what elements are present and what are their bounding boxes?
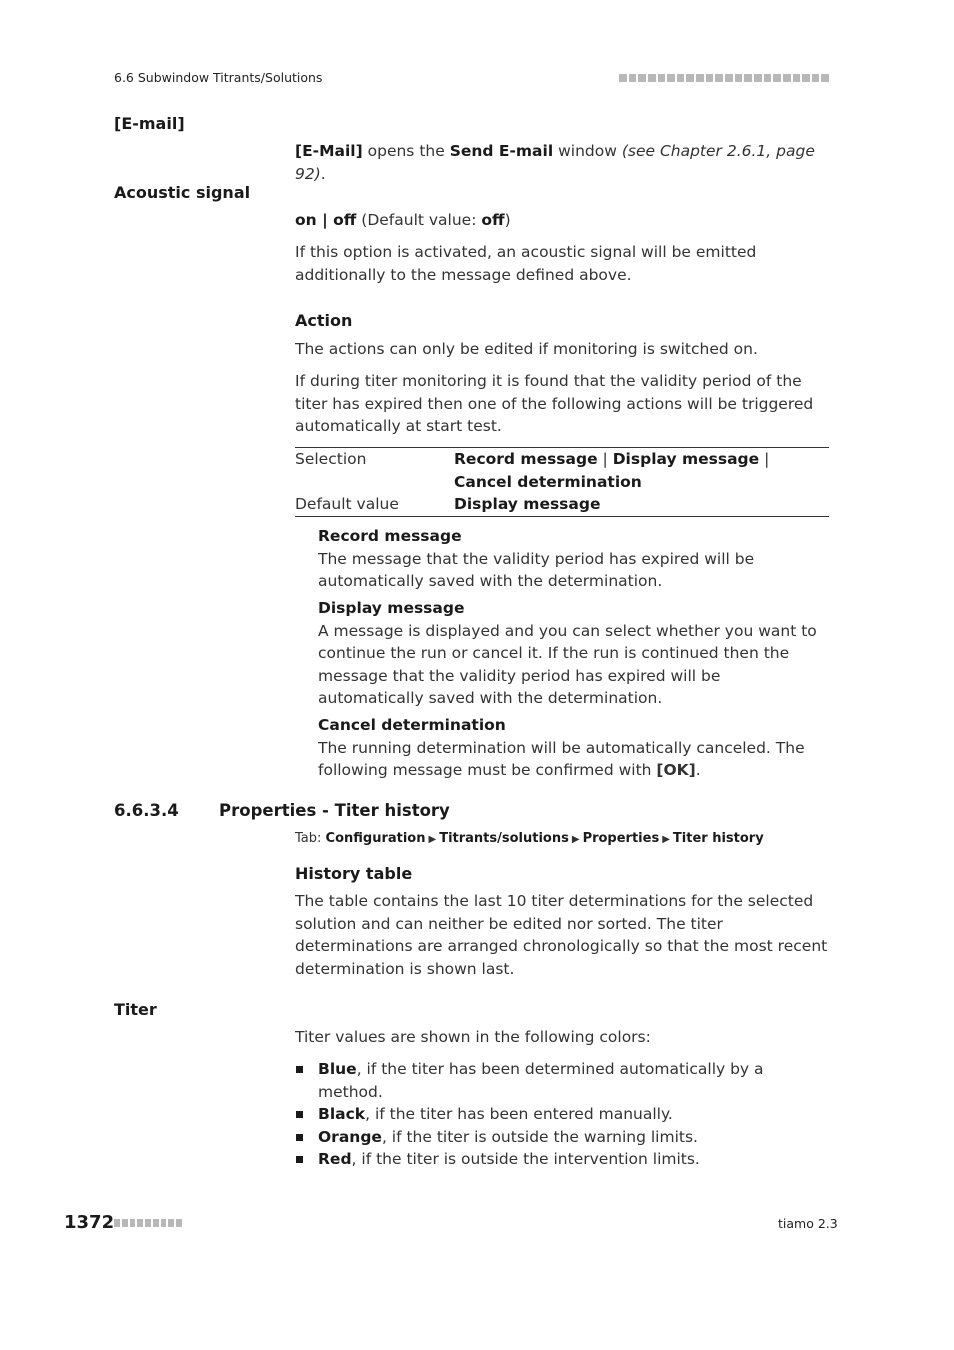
chapter-link[interactable]: (see Chapter 2.6.1, page 92) bbox=[295, 142, 815, 183]
bullet-icon bbox=[296, 1111, 303, 1118]
default-value: Display message bbox=[454, 495, 601, 514]
list-item: Blue, if the titer has been determined automatically by a method. bbox=[295, 1058, 830, 1103]
email-button-ref: [E-Mail] bbox=[295, 142, 363, 160]
titer-label: Titer bbox=[114, 1000, 157, 1019]
history-description: The table contains the last 10 titer determinations for the selected solution and can neither be edited nor sorted. The titer determinations are arranged chronologically so that the most recent determination is shown last. bbox=[295, 892, 828, 978]
arrow-right-icon: ▶ bbox=[428, 834, 437, 845]
option-cancel-determination: Cancel determination The running determination will be automatically canceled. The following message must be confirmed with [OK]. bbox=[318, 716, 805, 780]
bullet-icon bbox=[296, 1134, 303, 1141]
action-paragraph-2: If during titer monitoring it is found that the validity period of the titer has expired then one of the following actions will be triggered automatically at start test. bbox=[295, 372, 814, 436]
footer-decoration bbox=[114, 1219, 182, 1227]
window-name: Send E-mail bbox=[449, 142, 554, 160]
email-label: [E-mail] bbox=[114, 114, 185, 133]
acoustic-signal-label: Acoustic signal bbox=[114, 183, 251, 202]
ok-button-ref: [OK] bbox=[656, 761, 696, 780]
action-paragraph-1: The actions can only be edited if monitoring is switched on. bbox=[295, 340, 758, 358]
selection-key: Selection bbox=[295, 450, 367, 468]
titer-color-list bbox=[295, 1058, 830, 1171]
arrow-right-icon: ▶ bbox=[571, 834, 580, 845]
selection-values: Record message | Display message | Cancel determination bbox=[454, 450, 770, 491]
selection-row bbox=[295, 448, 829, 493]
email-description: [E-Mail] opens the Send E-mail window (see Chapter 2.6.1, page 92). bbox=[295, 142, 815, 183]
chapter-title: Properties - Titer history bbox=[219, 801, 450, 820]
chapter-number: 6.6.3.4 bbox=[114, 801, 179, 820]
bullet-icon bbox=[296, 1156, 303, 1163]
product-name: tiamo 2.3 bbox=[778, 1216, 838, 1231]
running-header: 6.6 Subwindow Titrants/Solutions bbox=[114, 70, 323, 85]
list-item: Orange, if the titer is outside the warning limits. bbox=[295, 1126, 830, 1149]
bullet-icon bbox=[296, 1066, 303, 1073]
action-heading: Action bbox=[295, 311, 353, 330]
default-key: Default value bbox=[295, 495, 399, 514]
titer-intro: Titer values are shown in the following colors: bbox=[295, 1028, 651, 1046]
tab-path: Tab: Configuration ▶ Titrants/solutions ▶ Properties ▶ Titer history bbox=[295, 831, 764, 846]
history-heading: History table bbox=[295, 864, 413, 883]
list-item: Black, if the titer has been entered manually. bbox=[295, 1103, 830, 1126]
default-row bbox=[295, 493, 829, 516]
acoustic-values: on | off (Default value: off) bbox=[295, 211, 511, 229]
acoustic-description: If this option is activated, an acoustic signal will be emitted additionally to the message defined above. bbox=[295, 243, 757, 284]
list-item: Red, if the titer is outside the intervention limits. bbox=[295, 1148, 830, 1171]
header-decoration bbox=[619, 74, 829, 82]
option-display-message: Display message A message is displayed and you can select whether you want to continue the run or cancel it. If the run is continued then the message that the validity period has expired will be automatically saved with the determination. bbox=[318, 599, 817, 708]
arrow-right-icon: ▶ bbox=[662, 834, 670, 845]
option-record-message: Record message The message that the validity period has expired will be automatically saved with the determination. bbox=[318, 527, 755, 591]
action-parameter-table bbox=[295, 447, 829, 517]
page-number: 1372 bbox=[64, 1212, 115, 1233]
